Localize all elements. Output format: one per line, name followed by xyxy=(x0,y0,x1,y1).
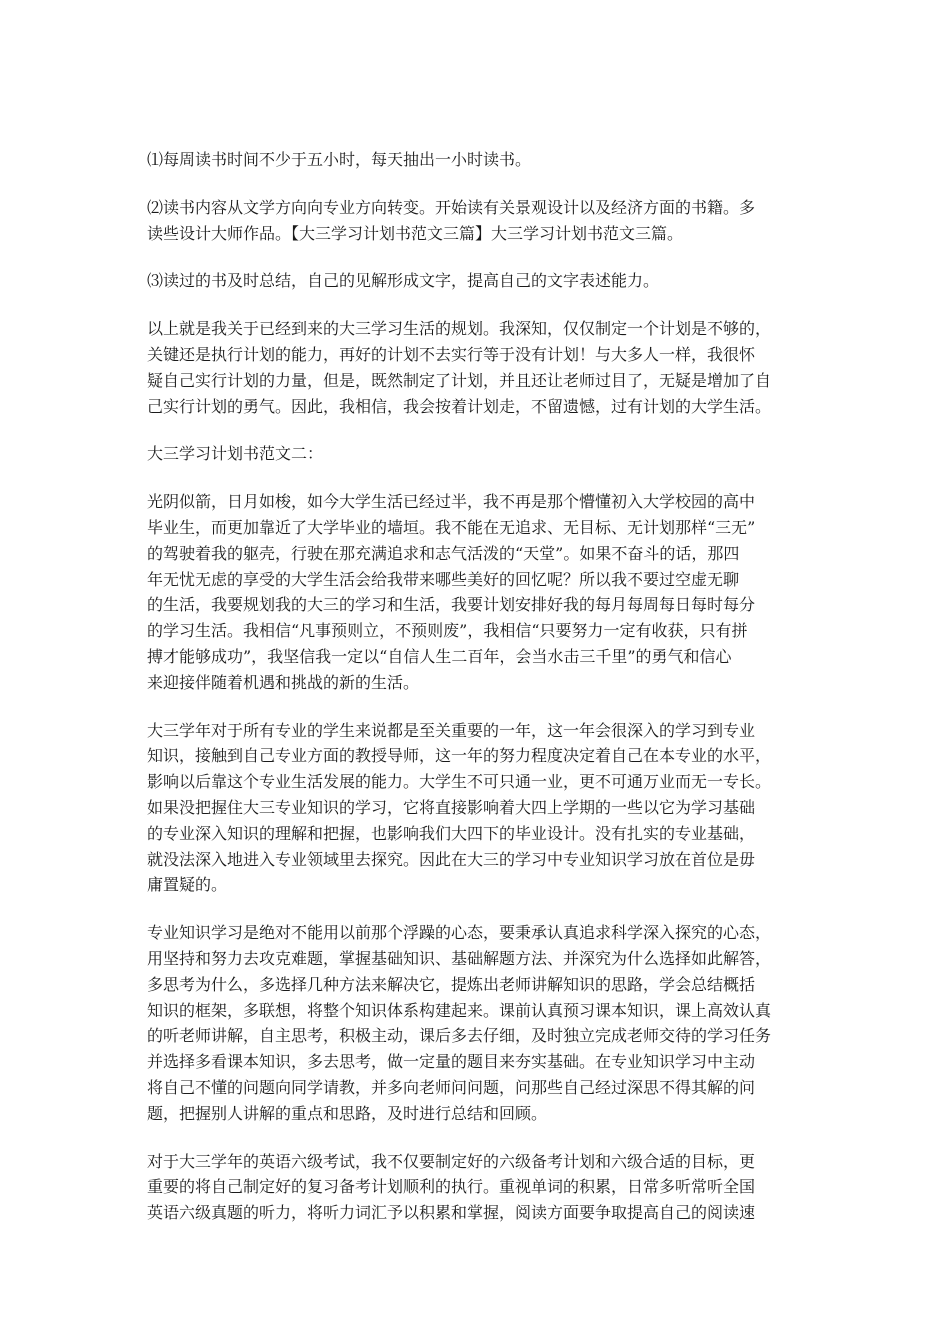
paragraph-conclusion xyxy=(147,316,817,419)
text-line: 的驾驶着我的躯壳，行驶在那充满追求和志气活泼的“天堂”。如果不奋斗的话，那四 xyxy=(147,543,740,563)
text-line: 知识，接触到自己专业方面的教授导师，这一年的努力程度决定着自己在本专业的水平， xyxy=(147,746,772,766)
text-line: 大三学年对于所有专业的学生来说都是至关重要的一年，这一年会很深入的学习到专业 xyxy=(147,720,756,740)
section-heading xyxy=(147,441,817,467)
paragraph-cet6 xyxy=(147,1149,817,1226)
text-line: 己实行计划的勇气。因此，我相信，我会按着计划走，不留遗憾，过有计划的大学生活。 xyxy=(147,396,772,416)
text-line: 关键还是执行计划的能力，再好的计划不去实行等于没有计划！与大多人一样，我很怀 xyxy=(147,344,756,364)
paragraph-junior-year xyxy=(147,718,817,899)
text-line: 并选择多看课本知识，多去思考，做一定量的题目来夯实基础。在专业知识学习中主动 xyxy=(147,1052,756,1072)
text-line: 将自己不懂的问题向同学请教，并多向老师问问题，问那些自己经过深思不得其解的问 xyxy=(147,1077,756,1097)
text-line: 知识的框架，多联想，将整个知识体系构建起来。课前认真预习课本知识，课上高效认真 xyxy=(147,1000,772,1020)
text-line: 用坚持和努力去攻克难题，掌握基础知识、基础解题方法、并深究为什么选择如此解答， xyxy=(147,948,772,968)
text-line: 对于大三学年的英语六级考试，我不仅要制定好的六级备考计划和六级合适的目标，更 xyxy=(147,1151,756,1171)
paragraph-study-method xyxy=(147,920,817,1126)
text-line: 就没法深入地进入专业领域里去探究。因此在大三的学习中专业知识学习放在首位是毋 xyxy=(147,849,756,869)
text-line: 影响以后靠这个专业生活发展的能力。大学生不可只通一业，更不可通万业而无一专长。 xyxy=(147,772,772,792)
paragraph-intro xyxy=(147,489,817,695)
document-page xyxy=(147,147,817,1248)
text-line: 的生活，我要规划我的大三的学习和生活，我要计划安排好我的每月每周每日每时每分 xyxy=(147,595,756,615)
text-line: 题，把握别人讲解的重点和思路，及时进行总结和回顾。 xyxy=(147,1103,548,1123)
text-line: ⑵读书内容从文学方向向专业方向转变。开始读有关景观设计以及经济方面的书籍。多 xyxy=(147,197,756,217)
paragraph-reading-time xyxy=(147,147,817,173)
text-line: 的学习生活。我相信“凡事预则立，不预则废”，我相信“只要努力一定有收获，只有拼 xyxy=(147,621,748,641)
text-line: 搏才能够成功”，我坚信我一定以“自信人生二百年，会当水击三千里”的勇气和信心 xyxy=(147,646,732,666)
text-line: 以上就是我关于已经到来的大三学习生活的规划。我深知，仅仅制定一个计划是不够的， xyxy=(147,319,772,339)
text-line: 庸置疑的。 xyxy=(147,875,228,895)
text-line: 光阴似箭，日月如梭，如今大学生活已经过半，我不再是那个懵懂初入大学校园的高中 xyxy=(147,492,756,512)
text-line: 专业知识学习是绝对不能用以前那个浮躁的心态，要秉承认真追求科学深入探究的心态， xyxy=(147,923,772,943)
paragraph-reading-summary xyxy=(147,268,817,294)
text-line: 读些设计大师作品。【大三学习计划书范文三篇】大三学习计划书范文三篇。 xyxy=(147,223,684,243)
text-line: ⑴每周读书时间不少于五小时，每天抽出一小时读书。 xyxy=(147,150,532,169)
text-line: 来迎接伴随着机遇和挑战的新的生活。 xyxy=(147,672,420,692)
text-line: 英语六级真题的听力，将听力词汇予以积累和掌握，阅读方面要争取提高自己的阅读速 xyxy=(147,1203,756,1223)
text-line: ⑶读过的书及时总结，自己的见解形成文字，提高自己的文字表述能力。 xyxy=(147,271,660,291)
text-line: 毕业生，而更加靠近了大学毕业的墙垣。我不能在无追求、无目标、无计划那样“三无” xyxy=(147,517,756,537)
text-line: 的专业深入知识的理解和把握，也影响我们大四下的毕业设计。没有扎实的专业基础， xyxy=(147,823,756,843)
text-line: 多思考为什么，多选择几种方法来解决它，提炼出老师讲解知识的思路，学会总结概括 xyxy=(147,974,756,994)
text-line: 疑自己实行计划的力量，但是，既然制定了计划，并且还让老师过目了，无疑是增加了自 xyxy=(147,370,772,390)
text-line: 如果没把握住大三专业知识的学习，它将直接影响着大四上学期的一些以它为学习基础 xyxy=(147,797,756,817)
text-line: 重要的将自己制定好的复习备考计划顺利的执行。重视单词的积累，日常多听常听全国 xyxy=(147,1177,756,1197)
heading-text: 大三学习计划书范文二： xyxy=(147,444,324,464)
text-line: 年无忧无虑的享受的大学生活会给我带来哪些美好的回忆呢？所以我不要过空虚无聊 xyxy=(147,569,740,589)
text-line: 的听老师讲解，自主思考，积极主动，课后多去仔细，及时独立完成老师交待的学习任务 xyxy=(147,1026,772,1046)
paragraph-reading-content xyxy=(147,195,817,247)
